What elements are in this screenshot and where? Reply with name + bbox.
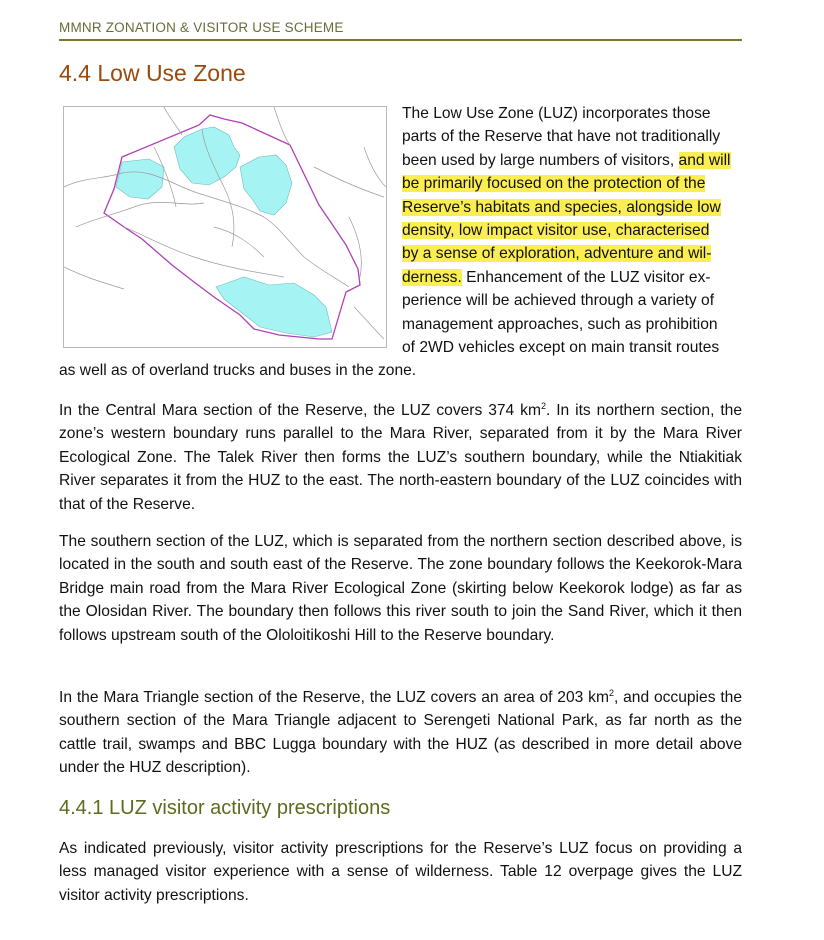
intro-continuation: as well as of overland trucks and buses in the zone.	[59, 362, 417, 379]
highlighted-text: Reserve’s habitats and species, alongside low	[402, 198, 721, 216]
highlighted-text: density, low impact visitor use, characterised	[402, 222, 710, 240]
intro-line: perience will be achieved through a variety of	[402, 292, 715, 310]
subsection-paragraph: As indicated previously, visitor activity prescriptions for the Reserve’s LUZ focus on providing a less managed visitor experience with a sense of wilderness. Table 12 overpage gives the LUZ visitor activity prescriptions.	[59, 840, 742, 904]
highlighted-text: and will	[678, 151, 731, 169]
intro-line	[402, 196, 742, 219]
subsection-title: 4.4.1 LUZ visitor activity prescriptions	[59, 797, 391, 819]
intro-line	[402, 219, 742, 242]
intro-line	[402, 242, 742, 265]
highlighted-text: by a sense of exploration, adventure and wil-	[402, 245, 712, 263]
intro-paragraph	[402, 102, 742, 359]
intro-line: parts of the Reserve that have not traditionally	[402, 128, 721, 146]
section-title: 4.4 Low Use Zone	[59, 60, 246, 86]
intro-line: The Low Use Zone (LUZ) incorporates those	[402, 105, 711, 122]
intro-line: derness. Enhancement of the LUZ visitor ex-	[402, 268, 711, 286]
intro-line: been used by large numbers of visitors, and will	[402, 151, 731, 169]
intro-line: of 2WD vehicles except on main transit routes	[402, 339, 720, 357]
paragraph-central-mara: In the Central Mara section of the Reserve, the LUZ covers 374 $km^2$. In its northern section, the zone’s western boundary runs parallel to the Mara River, separated from it by the Mara River Ecological Zone. The Talek River then forms the LUZ’s southern boundary, while the Ntiakitiak River separates it from the HUZ to the east. The north-eastern boundary of the LUZ coincides with that of the Reserve.	[59, 400, 743, 513]
luz-map-graphic	[64, 107, 386, 347]
paragraph-mara-triangle: In the Mara Triangle section of the Reserve, the LUZ covers an area of 203 $km^2$, and occupies the southern section of the Mara Triangle adjacent to Serengeti National Park, as far north as the cattle trail, swamps and BBC Lugga boundary with the HUZ (as described in more detail above under the HUZ description).	[59, 687, 742, 777]
intro-line: management approaches, such as prohibition	[402, 315, 718, 333]
paragraph-southern-section: The southern section of the LUZ, which is separated from the northern section described above, is located in the south and south east of the Reserve. The zone boundary follows the Keekorok-Mara Bridge main road from the Mara River Ecological Zone (skirting below Keekorok lodge) as far as the Olosidan River. The boundary then follows this river south to join the Sand River, which it then follows upstream south of the Ololoitikoshi Hill to the Reserve boundary.	[59, 533, 742, 644]
intro-line	[402, 172, 742, 195]
running-header: MMNR ZONATION & VISITOR USE SCHEME	[59, 20, 742, 41]
luz-map-figure	[63, 106, 387, 348]
highlighted-text: be primarily focused on the protection of the	[402, 175, 706, 193]
highlighted-text: derness.	[402, 268, 462, 286]
